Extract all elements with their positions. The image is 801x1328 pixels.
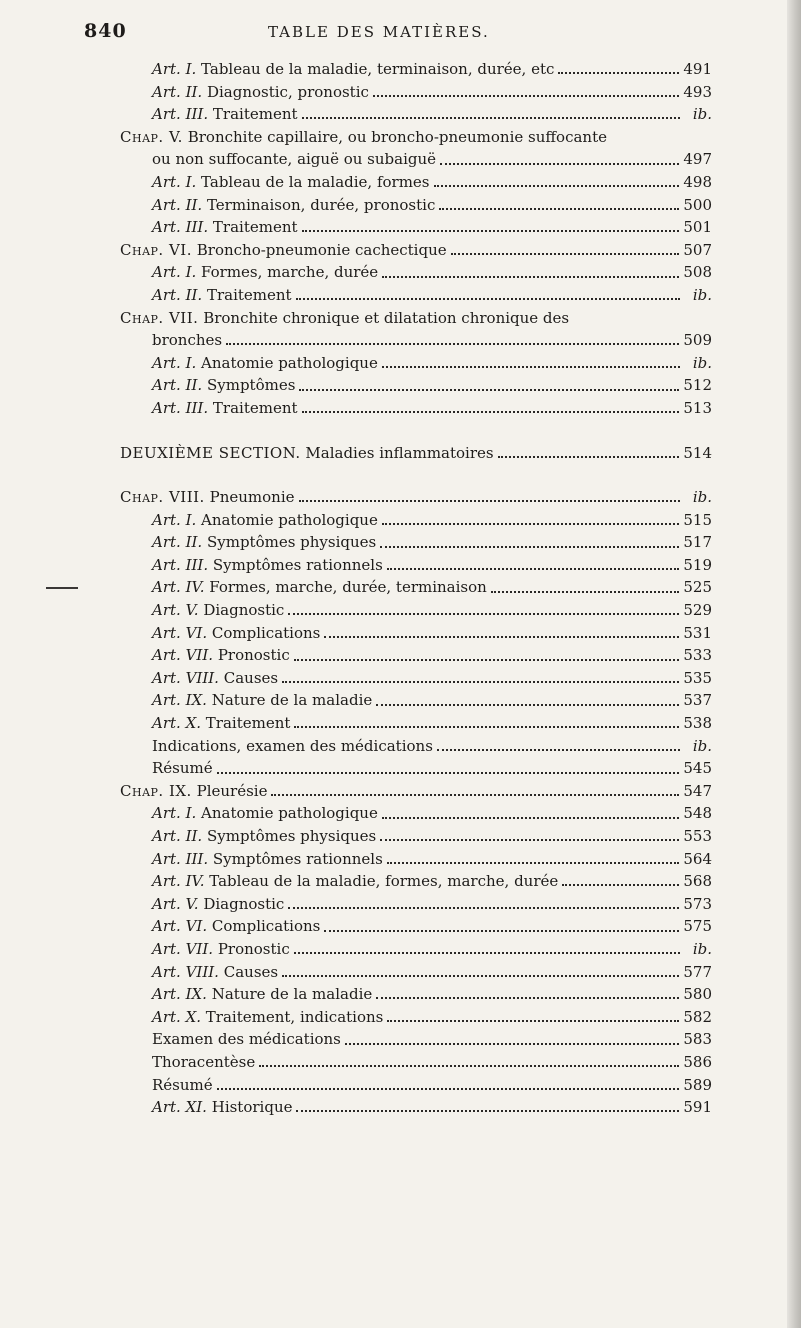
toc-entry-label xyxy=(120,352,378,375)
toc-entry xyxy=(120,870,712,893)
toc-entry xyxy=(120,735,712,758)
toc-entry-label xyxy=(120,599,284,622)
toc-entry-label xyxy=(120,531,376,554)
toc-entry-page: 498 xyxy=(683,172,712,191)
dot-leader xyxy=(345,1043,679,1045)
toc-entry xyxy=(120,486,712,509)
dot-leader xyxy=(498,456,680,458)
dot-leader xyxy=(299,500,681,502)
toc-entry-page: 537 xyxy=(683,691,712,710)
dot-leader xyxy=(217,1088,680,1090)
toc-entry-page: 589 xyxy=(683,1075,712,1094)
toc-entry-prefix: Art. XI. xyxy=(152,1098,207,1117)
dot-leader xyxy=(288,907,679,909)
toc-entry-page: 501 xyxy=(683,218,712,237)
page-edge-shadow xyxy=(787,0,801,1328)
toc-entry-page: 582 xyxy=(683,1007,712,1026)
toc-entry-title: Anatomie pathologique xyxy=(201,353,378,372)
toc-entry xyxy=(120,848,712,871)
dot-leader xyxy=(382,523,680,525)
dot-leader xyxy=(440,163,679,165)
toc-entry-page: 548 xyxy=(683,804,712,823)
toc-entry-label xyxy=(120,667,278,690)
toc-entry-title: Bronchite capillaire, ou broncho-pneumonie suffocante xyxy=(187,127,607,146)
toc-entry xyxy=(120,171,712,194)
toc-entry-prefix: Chap. IX. xyxy=(120,781,192,800)
dot-leader xyxy=(387,862,680,864)
toc-entry-label xyxy=(120,1028,341,1051)
toc-entry xyxy=(120,915,712,938)
toc-entry-label xyxy=(120,780,267,803)
toc-entry-prefix: Art. I. xyxy=(152,353,197,372)
toc-entry-page: ib. xyxy=(692,736,712,755)
toc-entry-label xyxy=(120,148,436,171)
toc-entry-page: 491 xyxy=(683,60,712,78)
toc-entry-label xyxy=(120,983,372,1006)
toc-entry-title: Nature de la maladie xyxy=(211,691,373,710)
toc-entry-prefix: Art. X. xyxy=(152,714,202,733)
toc-entry xyxy=(120,103,712,126)
toc-entry-page: 517 xyxy=(683,533,712,552)
toc-entry-title: Nature de la maladie xyxy=(211,985,373,1004)
toc-entry-label xyxy=(120,329,222,352)
toc-entry-prefix: Art. III. xyxy=(152,105,209,124)
toc-entry xyxy=(120,307,712,330)
toc-entry-page: 529 xyxy=(683,601,712,620)
margin-dash-mark xyxy=(46,587,78,589)
toc-entry-title: Tableau de la maladie, formes, marche, durée xyxy=(209,872,559,891)
toc-entry-label xyxy=(120,307,569,330)
toc-entry-title: Pronostic xyxy=(217,939,290,958)
dot-leader xyxy=(299,389,679,391)
toc-entry-label xyxy=(120,261,378,284)
toc-entry xyxy=(120,397,712,420)
toc-entry-page: 568 xyxy=(683,872,712,891)
toc-entry-prefix: Art. V. xyxy=(152,601,199,620)
dot-leader xyxy=(380,839,679,841)
toc-entry-page: 507 xyxy=(683,240,712,259)
toc-entry-prefix: DEUXIÈME SECTION. xyxy=(120,443,301,462)
toc-entry xyxy=(120,689,712,712)
dot-leader xyxy=(451,253,680,255)
toc-entry-label xyxy=(120,848,383,871)
toc-entry-prefix: Art. X. xyxy=(152,1007,202,1026)
dot-leader xyxy=(387,1020,679,1022)
toc-entry-title: Symptômes rationnels xyxy=(212,555,383,574)
toc-entry-page: 514 xyxy=(683,443,712,462)
toc-entry-title: Terminaison, durée, pronostic xyxy=(206,195,436,214)
toc-entry xyxy=(120,622,712,645)
toc-entry-title: Symptômes physiques xyxy=(206,827,377,845)
page-number: 840 xyxy=(84,20,127,42)
dot-leader xyxy=(294,659,680,661)
dot-leader xyxy=(380,546,679,548)
toc-entry-label xyxy=(120,735,433,758)
toc-entry-title: Tableau de la maladie, formes xyxy=(201,172,430,191)
toc-entry-prefix: Art. I. xyxy=(152,804,197,823)
toc-entry-title: Causes xyxy=(223,962,279,981)
toc-entry-prefix: Art. I. xyxy=(152,510,197,529)
toc-entry xyxy=(120,1074,712,1097)
toc-entry-page: 575 xyxy=(683,917,712,936)
toc-entry-page: 509 xyxy=(683,331,712,350)
dot-leader xyxy=(302,117,680,119)
toc-entry xyxy=(120,1028,712,1051)
dot-leader xyxy=(387,568,680,570)
toc-entry-prefix: Art. II. xyxy=(152,195,203,214)
toc-entry-prefix: Chap. V. xyxy=(120,127,183,146)
toc-entry-title: Formes, marche, durée, terminaison xyxy=(209,578,487,597)
toc-entry xyxy=(120,531,712,554)
toc-entry-prefix: Art. I. xyxy=(152,172,197,191)
toc-entry-page: 515 xyxy=(683,510,712,529)
toc-entry-title: Traitement xyxy=(212,218,298,237)
dot-leader xyxy=(382,817,680,819)
dot-leader xyxy=(259,1065,679,1067)
toc-entry-prefix: Art. III. xyxy=(152,555,209,574)
toc-entry-page: 573 xyxy=(683,894,712,913)
toc-entry-prefix: Art. III. xyxy=(152,218,209,237)
dot-leader xyxy=(294,952,680,954)
toc-entry xyxy=(120,938,712,961)
toc-entry-label xyxy=(120,194,435,217)
toc-entry xyxy=(120,712,712,735)
section-spacer xyxy=(120,420,712,442)
toc-entry-label xyxy=(120,58,554,81)
toc-entry-title: Traitement xyxy=(205,714,291,733)
toc-entry xyxy=(120,1006,712,1029)
toc-entry-label xyxy=(120,757,213,780)
toc-entry-label xyxy=(120,893,284,916)
toc-entry-prefix: Chap. VI. xyxy=(120,240,192,259)
toc-entry-label xyxy=(120,644,290,667)
toc-entry-label xyxy=(120,81,369,104)
toc-entry-label xyxy=(120,239,447,262)
toc-entry xyxy=(120,961,712,984)
toc-entry-page: 497 xyxy=(683,150,712,169)
toc-entry-title: Diagnostic xyxy=(203,601,285,620)
toc-entry-prefix: Art. IX. xyxy=(152,985,207,1004)
toc-entry-label xyxy=(120,870,558,893)
toc-entry-label xyxy=(120,1051,255,1074)
toc-entry-prefix: Art. VII. xyxy=(152,939,214,958)
toc-entry xyxy=(120,825,712,848)
toc-entry xyxy=(120,667,712,690)
toc-entry-label xyxy=(120,825,376,848)
toc-entry-label xyxy=(120,1006,383,1029)
toc-entry-prefix: Art. II. xyxy=(152,827,203,845)
toc-entry-prefix: Art. I. xyxy=(152,263,197,282)
dot-leader xyxy=(226,343,679,345)
toc-entry-title: Pronostic xyxy=(217,646,290,665)
toc-entry-page: 508 xyxy=(683,263,712,282)
toc-entry xyxy=(120,1096,712,1119)
toc-entry-label xyxy=(120,442,494,465)
toc-entry-title: Anatomie pathologique xyxy=(201,510,378,529)
toc-entry xyxy=(120,329,712,352)
toc-entry-page: 553 xyxy=(683,827,712,845)
toc-entry-page: ib. xyxy=(692,939,712,958)
toc-entry-title: Examen des médications xyxy=(152,1030,341,1049)
toc-entry xyxy=(120,284,712,307)
toc-entry-label xyxy=(120,689,372,712)
dot-leader xyxy=(434,185,680,187)
section-spacer xyxy=(120,464,712,486)
toc-entry-label xyxy=(120,712,290,735)
toc-entry xyxy=(120,148,712,171)
toc-entry xyxy=(120,644,712,667)
dot-leader xyxy=(302,230,680,232)
toc-entry-page: 591 xyxy=(683,1098,712,1117)
toc-entry-label xyxy=(120,576,487,599)
dot-leader xyxy=(282,975,679,977)
toc-entry-label xyxy=(120,1096,292,1119)
toc-entry-title: Bronchite chronique et dilatation chronique des xyxy=(203,308,570,327)
dot-leader xyxy=(437,749,680,751)
dot-leader xyxy=(288,613,679,615)
toc-entry-prefix: Art. IX. xyxy=(152,691,207,710)
toc-entry-title: Formes, marche, durée xyxy=(201,263,379,282)
dot-leader xyxy=(439,208,679,210)
toc-entry-title: Complications xyxy=(211,623,321,642)
toc-entry-page: ib. xyxy=(692,285,712,304)
toc-entry-page: 535 xyxy=(683,668,712,687)
toc-entry-prefix: Art. I. xyxy=(152,60,197,78)
toc-entry xyxy=(120,352,712,375)
toc-entry-title: Résumé xyxy=(152,759,213,778)
toc-entry-title: bronches xyxy=(152,331,223,350)
toc-entry xyxy=(120,216,712,239)
toc-entry xyxy=(120,58,712,81)
toc-entry-prefix: Art. VII. xyxy=(152,646,214,665)
toc-entry-label xyxy=(120,622,320,645)
toc-entry-prefix: Art. II. xyxy=(152,376,203,395)
toc-entry-title: Tableau de la maladie, terminaison, durée, etc xyxy=(201,60,555,78)
toc-entry-page: 533 xyxy=(683,646,712,665)
toc-entry-page: 500 xyxy=(683,195,712,214)
toc-entry xyxy=(120,374,712,397)
toc-entry-label xyxy=(120,486,295,509)
toc-entry-page: 583 xyxy=(683,1030,712,1049)
toc-entry-page: 545 xyxy=(683,759,712,778)
toc-entry-page: 580 xyxy=(683,985,712,1004)
dot-leader xyxy=(491,591,680,593)
toc-entry-title: Traitement xyxy=(206,285,292,304)
toc-entry-page: 577 xyxy=(683,962,712,981)
toc-entry-prefix: Art. III. xyxy=(152,849,209,868)
dot-leader xyxy=(373,95,679,97)
page-header xyxy=(0,20,801,48)
toc-entry-page: ib. xyxy=(692,105,712,124)
toc-entry-label xyxy=(120,126,607,149)
toc-entry xyxy=(120,261,712,284)
toc-entry-label xyxy=(120,802,378,825)
toc-entry-page: 547 xyxy=(683,781,712,800)
toc-entry-page: 564 xyxy=(683,849,712,868)
toc-entry xyxy=(120,576,712,599)
toc-entry-prefix: Chap. VII. xyxy=(120,308,199,327)
toc-entry-title: Symptômes rationnels xyxy=(212,849,383,868)
dot-leader xyxy=(296,298,680,300)
toc-entry-title: Diagnostic, pronostic xyxy=(206,82,369,101)
toc-entry-label xyxy=(120,961,278,984)
toc-entry-title: Broncho-pneumonie cachectique xyxy=(196,240,447,259)
toc-entry-title: Pleurésie xyxy=(196,781,268,800)
toc-entry-page: ib. xyxy=(692,353,712,372)
dot-leader xyxy=(302,411,680,413)
toc-entry xyxy=(120,757,712,780)
toc-entry-label xyxy=(120,397,298,420)
toc-entry-title: Symptômes physiques xyxy=(206,533,377,552)
toc-entry-prefix: Art. V. xyxy=(152,894,199,913)
toc-entry xyxy=(120,554,712,577)
toc-entry-prefix: Art. IV. xyxy=(152,578,205,597)
dot-leader xyxy=(376,997,679,999)
toc-entry-label xyxy=(120,171,430,194)
toc-entry xyxy=(120,1051,712,1074)
toc-entry-label xyxy=(120,554,383,577)
toc-entry-title: Indications, examen des médications xyxy=(152,736,433,755)
dot-leader xyxy=(562,884,679,886)
toc-entry-title: Historique xyxy=(211,1098,293,1117)
toc-entry-label xyxy=(120,938,290,961)
toc-entry-page: 531 xyxy=(683,623,712,642)
toc-entry xyxy=(120,780,712,803)
toc-entry-title: Thoracentèse xyxy=(152,1052,256,1071)
toc-entry-prefix: Art. II. xyxy=(152,82,203,101)
toc-entry xyxy=(120,599,712,622)
dot-leader xyxy=(324,930,679,932)
toc-entry-title: Pneumonie xyxy=(209,488,295,507)
toc-entry-title: Anatomie pathologique xyxy=(201,804,378,823)
toc-entry-title: Traitement xyxy=(212,398,298,417)
toc-entry-page: 512 xyxy=(683,376,712,395)
toc-entry-label xyxy=(120,374,295,397)
toc-entry-label xyxy=(120,1074,213,1097)
toc-entry-label xyxy=(120,509,378,532)
toc-entry-title: Traitement, indications xyxy=(205,1007,384,1026)
running-head: TABLE DES MATIÈRES. xyxy=(268,23,490,41)
toc-entry-prefix: Art. VIII. xyxy=(152,962,219,981)
toc-entry-prefix: Art. II. xyxy=(152,285,203,304)
toc-entry xyxy=(120,126,712,149)
toc-entry-page: ib. xyxy=(692,488,712,507)
dot-leader xyxy=(382,276,679,278)
toc-entry-prefix: Art. VI. xyxy=(152,623,208,642)
toc-entry-label xyxy=(120,216,298,239)
toc-entry-prefix: Art. VIII. xyxy=(152,668,219,687)
toc-entry xyxy=(120,509,712,532)
toc-entry-title: Symptômes xyxy=(206,376,296,395)
dot-leader xyxy=(294,726,679,728)
toc-entry-label xyxy=(120,103,298,126)
table-of-contents xyxy=(120,58,712,1119)
toc-entry-prefix: Art. III. xyxy=(152,398,209,417)
toc-entry-title: Causes xyxy=(223,668,279,687)
toc-entry xyxy=(120,81,712,104)
toc-entry-title: ou non suffocante, aiguë ou subaiguë xyxy=(152,150,437,169)
toc-entry-title: Complications xyxy=(211,917,321,936)
toc-entry-prefix: Art. II. xyxy=(152,533,203,552)
toc-entry xyxy=(120,442,712,465)
dot-leader xyxy=(324,636,679,638)
toc-entry-label xyxy=(120,284,292,307)
toc-entry-page: 538 xyxy=(683,714,712,733)
dot-leader xyxy=(376,704,679,706)
toc-entry-prefix: Art. VI. xyxy=(152,917,208,936)
toc-entry-label xyxy=(120,915,320,938)
dot-leader xyxy=(271,794,679,796)
toc-entry-prefix: Chap. VIII. xyxy=(120,488,205,507)
toc-entry-page: 513 xyxy=(683,398,712,417)
toc-entry-title: Résumé xyxy=(152,1075,213,1094)
toc-entry-page: 586 xyxy=(683,1052,712,1071)
toc-entry-title: Maladies inflammatoires xyxy=(305,443,494,462)
toc-entry-page: 519 xyxy=(683,555,712,574)
toc-entry xyxy=(120,194,712,217)
toc-entry xyxy=(120,239,712,262)
dot-leader xyxy=(382,366,680,368)
toc-entry xyxy=(120,893,712,916)
dot-leader xyxy=(558,72,679,74)
toc-entry-prefix: Art. IV. xyxy=(152,872,205,891)
toc-entry-page: 493 xyxy=(683,82,712,101)
toc-entry xyxy=(120,802,712,825)
dot-leader xyxy=(282,681,679,683)
dot-leader xyxy=(296,1110,679,1112)
toc-entry-title: Traitement xyxy=(212,105,298,124)
toc-entry xyxy=(120,983,712,1006)
toc-entry-title: Diagnostic xyxy=(203,894,285,913)
toc-entry-page: 525 xyxy=(683,578,712,597)
dot-leader xyxy=(217,772,680,774)
